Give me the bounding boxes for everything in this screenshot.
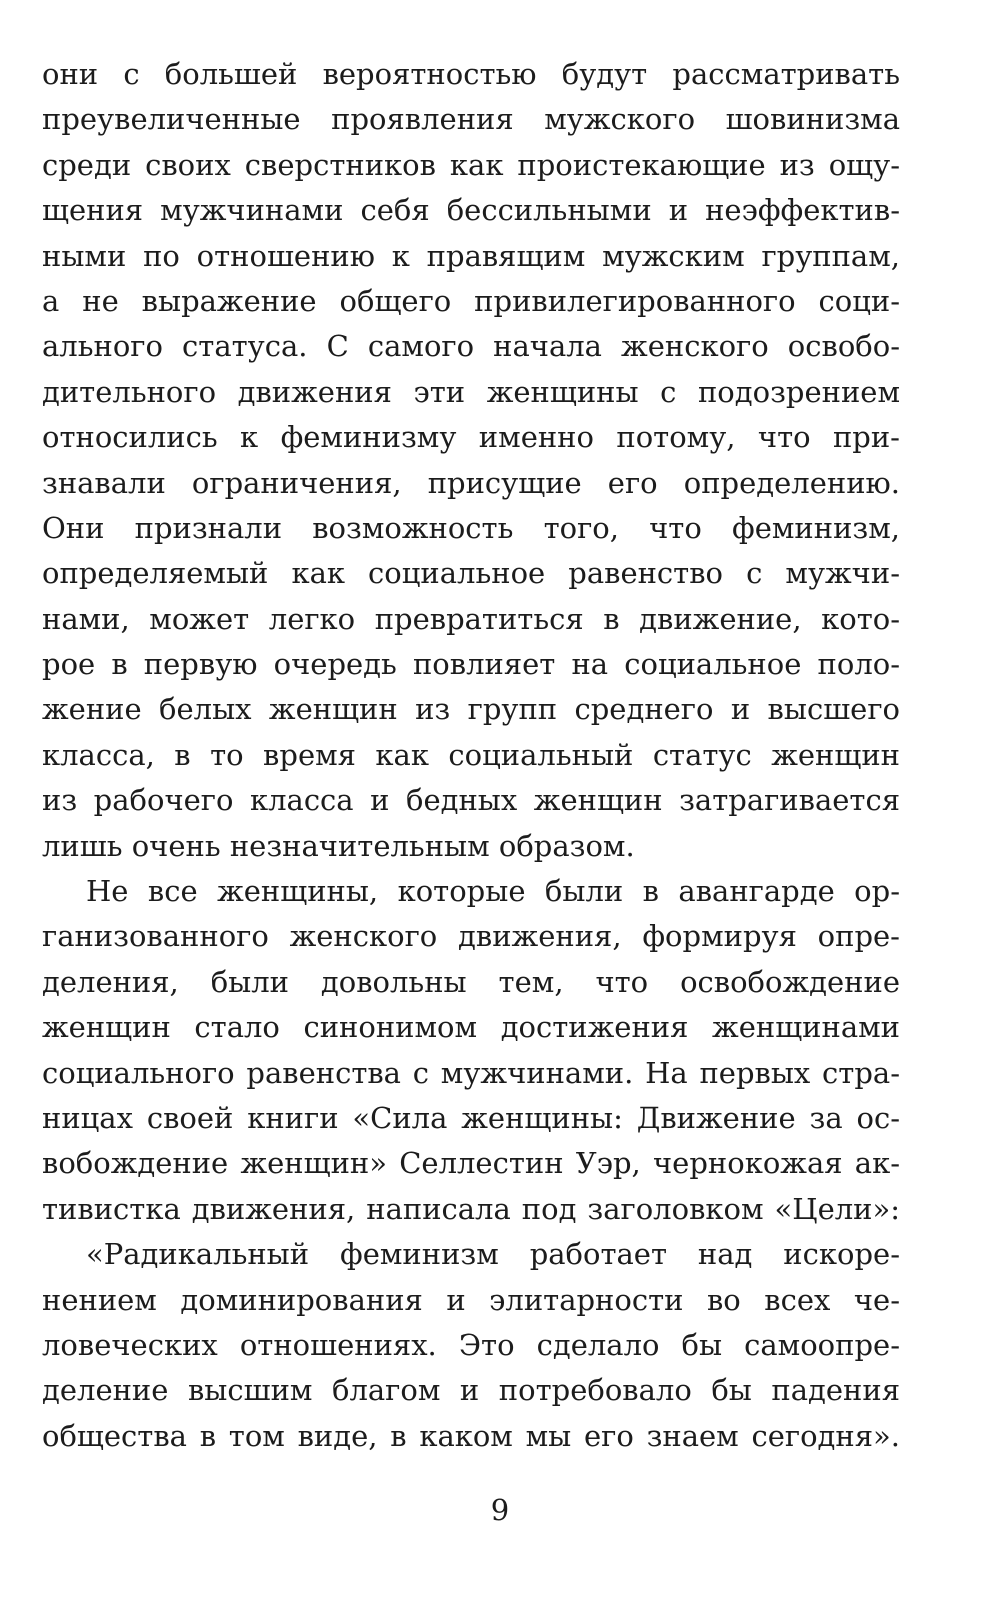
text-line: общества в том виде, в каком мы его знаем сегодня». [42,1418,900,1453]
text-line: ными по отношению к правящим мужским группам, [42,238,900,273]
text-line: деление высшим благом и потребовало бы падения [42,1373,900,1408]
text-line: вобождение женщин» Селлестин Уэр, чернокожая ак- [42,1146,900,1181]
text-line: деления, были довольны тем, что освобождение [42,964,900,999]
text-line: дительного движения эти женщины с подозрением [42,374,900,409]
text-line: жение белых женщин из групп среднего и высшего [42,692,900,727]
text-line: лишь очень незначительным образом. [42,828,635,863]
text-line: знавали ограничения, присущие его определению. [42,465,900,500]
text-line: социального равенства с мужчинами. На первых стра- [42,1055,900,1090]
paragraph-3-quote [42,1232,900,1459]
page-body [42,52,900,1459]
text-line: относились к феминизму именно потому, что при- [42,420,900,455]
text-line: определяемый как социальное равенство с мужчи- [42,556,900,591]
page-number: 9 [490,1493,510,1527]
text-line: нением доминирования и элитарности во всех че- [42,1282,900,1317]
text-line: рое в первую очередь повлияет на социальное поло- [42,647,900,682]
text-line: ловеческих отношениях. Это сделало бы самоопре- [42,1327,900,1362]
paragraph-2 [42,869,900,1232]
text-line: нами, может легко превратиться в движение, кото- [42,601,900,636]
text-line: преувеличенные проявления мужского шовинизма [42,102,900,137]
text-line: женщин стало синонимом достижения женщинами [42,1010,900,1045]
text-line: класса, в то время как социальный статус женщин [42,737,900,772]
text-line: из рабочего класса и бедных женщин затрагивается [42,783,900,818]
text-line: ального статуса. С самого начала женского освобо- [42,329,900,364]
text-line: среди своих сверстников как проистекающие из ощу- [42,147,900,182]
text-line: Не все женщины, которые были в авангарде ор- [86,874,900,909]
text-line: щения мужчинами себя бессильными и неэффектив- [42,193,900,228]
text-line: ганизованного женского движения, формируя опре- [42,919,900,954]
text-line: они с большей вероятностью будут рассматривать [42,57,900,91]
text-line: а не выражение общего привилегированного соци- [42,283,900,318]
text-line: ницах своей книги «Сила женщины: Движение за ос- [42,1100,900,1135]
text-line: тивистка движения, написала под заголовком «Цели»: [42,1191,900,1226]
text-line: «Радикальный феминизм работает над искоре- [86,1237,900,1272]
text-line: Они признали возможность того, что феминизм, [42,510,900,545]
paragraph-1 [42,52,900,869]
